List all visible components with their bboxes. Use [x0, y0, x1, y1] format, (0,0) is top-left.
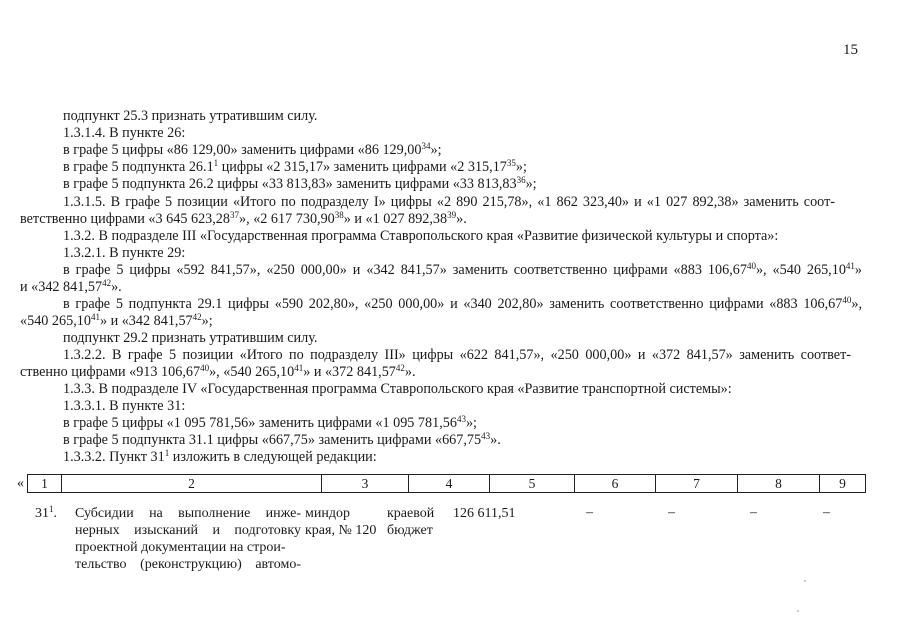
text-fragment: »,	[851, 296, 862, 312]
text-fragment: и «342 841,57	[20, 279, 103, 295]
footnote-ref: 36	[516, 175, 526, 185]
row-col8: –	[750, 505, 757, 520]
text-line	[63, 125, 185, 142]
column-header-7: 7	[656, 475, 738, 493]
footnote-ref: 42	[102, 278, 112, 288]
text-line	[63, 228, 778, 245]
text-fragment: 1.3.3.2. Пункт 31	[63, 449, 165, 465]
text-line	[63, 449, 377, 466]
footnote-ref: 1	[164, 448, 170, 458]
text-fragment: в графе 5 подпункта 26.2 цифры «33 813,83» заменить цифрами «33 813,83	[63, 176, 517, 192]
text-line	[63, 432, 501, 449]
text-fragment: подпункт 29.2 признать утратившим силу.	[63, 330, 318, 346]
text-fragment: в графе 5 цифры «86 129,00» заменить цифрами «86 129,00	[63, 142, 422, 158]
footnote-ref: 38	[334, 210, 344, 220]
text-fragment: »;	[525, 176, 537, 192]
text-fragment: 1.3.2. В подразделе III «Государственная программа Ставропольского края «Развитие физической культуры и спорта»:	[63, 228, 779, 244]
text-fragment: » и «342 841,57	[99, 313, 193, 329]
text-fragment: », «2 617 730,90	[239, 211, 335, 227]
table-header	[27, 474, 866, 493]
footnote-ref: 34	[421, 141, 431, 151]
text-fragment: 1.3.2.1. В пункте 29:	[63, 245, 186, 261]
text-fragment: » и «372 841,57	[303, 364, 396, 380]
text-line	[20, 211, 467, 228]
text-fragment: »;	[201, 313, 213, 329]
row-description	[75, 505, 301, 573]
text-line	[20, 364, 416, 381]
col4-line: бюджет	[387, 523, 433, 538]
text-fragment: в графе 5 подпункта 31.1 цифры «667,75» заменить цифрами «667,75	[63, 432, 482, 448]
column-header-6: 6	[575, 475, 656, 493]
footnote-ref: 42	[192, 312, 202, 322]
footnote-ref: 35	[506, 158, 516, 168]
row-col3	[305, 505, 376, 539]
text-fragment: ».	[456, 211, 467, 227]
text-fragment: », «540 265,10	[755, 262, 846, 278]
footnote-ref: 42	[395, 363, 405, 373]
col3-line: края, № 120	[305, 523, 377, 538]
text-line	[63, 330, 317, 347]
footnote-ref: 43	[456, 414, 466, 424]
text-fragment: », «540 265,10	[209, 364, 295, 380]
text-fragment: ».	[404, 364, 416, 380]
footnote-ref: 39	[447, 210, 457, 220]
text-line	[63, 108, 317, 125]
footnote-ref: 43	[481, 431, 491, 441]
text-fragment: цифры «2 315,17» заменить цифрами «2 315,17	[218, 159, 507, 175]
text-fragment: ственно цифрами «913 106,67	[20, 364, 201, 380]
row-col7: –	[668, 505, 675, 520]
text-line	[63, 262, 862, 279]
row-col9: –	[823, 505, 830, 520]
footnote-ref: 1	[213, 158, 219, 168]
text-line	[63, 296, 862, 313]
text-line	[63, 245, 185, 262]
row-col5-amount: 126 611,51	[453, 506, 516, 521]
footnote-ref: 37	[230, 210, 239, 220]
text-fragment: ветственно цифрами «3 645 623,28	[20, 211, 230, 227]
text-line	[63, 194, 835, 211]
text-fragment: 1.3.3.1. В пункте 31:	[63, 398, 186, 414]
text-line	[63, 159, 527, 176]
row-col6: –	[586, 505, 593, 520]
text-fragment: подпункт 25.3 признать утратившим силу.	[63, 108, 318, 124]
text-fragment: »;	[465, 415, 477, 431]
scan-speck	[804, 580, 806, 582]
text-fragment: ».	[490, 432, 501, 448]
text-fragment: »	[854, 262, 863, 278]
table-open-quote: «	[17, 476, 24, 491]
row-col4	[387, 505, 434, 539]
footnote-ref: 41	[294, 363, 304, 373]
text-line	[20, 313, 213, 330]
text-fragment: «540 265,10	[20, 313, 91, 329]
text-fragment: »;	[515, 159, 527, 175]
text-fragment: в графе 5 цифры «592 841,57», «250 000,00» и «342 841,57» заменить соответственно цифрами «883 106,67	[63, 262, 747, 278]
text-fragment: в графе 5 подпункта 29.1 цифры «590 202,80», «250 000,00» и «340 202,80» заменить соответственно цифрами «883 106,67	[63, 296, 843, 312]
text-fragment: изложить в следующей редакции:	[169, 449, 377, 465]
row-number: $31^1$.	[35, 504, 57, 521]
column-header-8: 8	[738, 475, 820, 493]
column-header-3: 3	[322, 475, 409, 493]
description-line: тельство (реконструкцию) автомо-	[75, 557, 301, 572]
text-line	[20, 279, 122, 296]
text-line	[63, 347, 851, 364]
column-header-5: 5	[490, 475, 575, 493]
footnote-ref: 40	[746, 261, 756, 271]
footnote-ref: 41	[845, 261, 855, 271]
text-fragment: 1.3.2.2. В графе 5 позиции «Итого по подразделу III» цифры «622 841,57», «250 000,00» и «372 841,57» заменить соответ-	[63, 347, 851, 363]
column-header-2: 2	[62, 475, 322, 493]
text-fragment: » и «1 027 892,38	[343, 211, 448, 227]
scan-speck	[797, 610, 799, 612]
col4-line: краевой	[387, 506, 435, 521]
page-number: 15	[843, 42, 858, 58]
text-fragment: в графе 5 подпункта 26.1	[63, 159, 214, 175]
text-line	[63, 415, 477, 432]
text-fragment: 1.3.1.5. В графе 5 позиции «Итого по подразделу I» цифры «2 890 215,78», «1 862 323,40» и «1 027 892,38» заменить соот-	[63, 194, 835, 210]
text-fragment: »;	[430, 142, 442, 158]
footnote-ref: 40	[842, 295, 852, 305]
description-line: проектной документации на строи-	[75, 540, 286, 555]
text-fragment: 1.3.3. В подразделе IV «Государственная программа Ставропольского края «Развитие транспортной системы»:	[63, 381, 732, 397]
description-line: Субсидии на выполнение инже-	[75, 506, 301, 521]
footnote-ref: 40	[200, 363, 210, 373]
column-header-4: 4	[409, 475, 490, 493]
text-line	[63, 176, 537, 193]
text-fragment: 1.3.1.4. В пункте 26:	[63, 125, 186, 141]
column-header-9: 9	[820, 475, 866, 493]
text-fragment: в графе 5 цифры «1 095 781,56» заменить цифрами «1 095 781,56	[63, 415, 457, 431]
text-line	[63, 398, 185, 415]
footnote-ref: 41	[90, 312, 100, 322]
description-line: нерных изысканий и подготовку	[75, 523, 301, 538]
text-line	[63, 142, 442, 159]
column-header-1: 1	[28, 475, 62, 493]
col3-line: миндор	[305, 506, 350, 521]
text-line	[63, 381, 732, 398]
text-fragment: ».	[111, 279, 122, 295]
